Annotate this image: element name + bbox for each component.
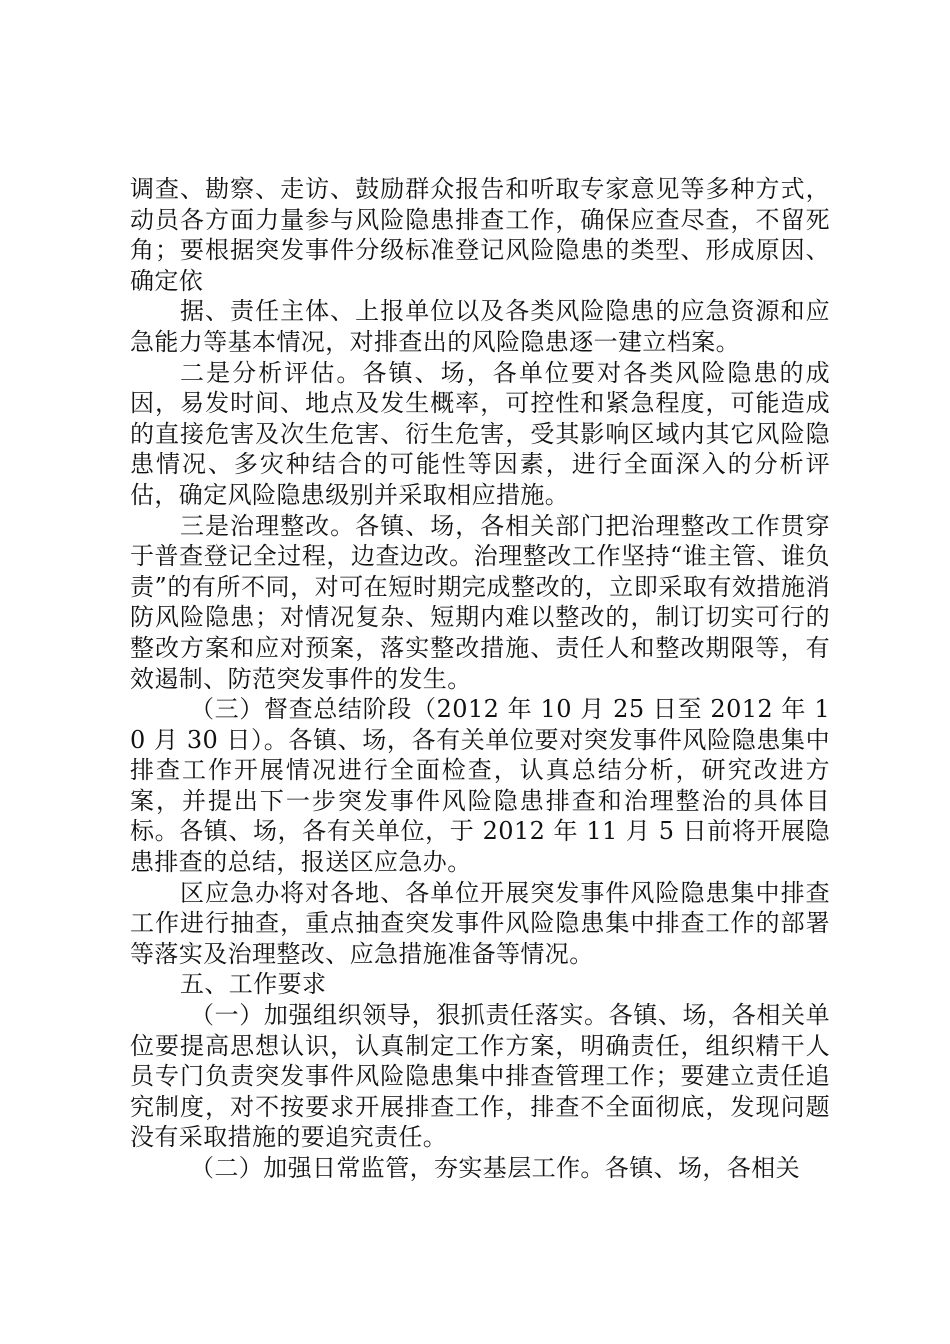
paragraph-daily-supervision: （二）加强日常监管，夯实基层工作。各镇、场，各相关 [190,1154,800,1182]
paragraph-analysis-evaluation: 二是分析评估。各镇、场，各单位要对各类风险隐患的成因，易发时间、地点及发生概率，可控性和紧急程度，可能造成的直接危害及次生危害、衍生危害，受其影响区域内其它风险隐患情况、多灾种结合的可能性等因素，进行全面深入的分析评估，确定风险隐患级别并采取相应措施。 [130,358,830,509]
document-page [130,174,830,1184]
paragraph-organization-leadership: （一）加强组织领导，狠抓责任落实。各镇、场，各相关单位要提高思想认识，认真制定工作方案，明确责任，组织精干人员专门负责突发事件风险隐患集中排查管理工作；要建立责任追究制度，对不按要求开展排查工作，排查不全面彻底，发现问题没有采取措施的要追究责任。 [130,1001,830,1152]
section-heading-work-requirements: 五、工作要求 [180,970,327,999]
paragraph-rectification: 三是治理整改。各镇、场，各相关部门把治理整改工作贯穿于普查登记全过程，边查边改。治理整改工作坚持“谁主管、谁负责”的有所不同，对可在短时期完成整改的，立即采取有效措施消防风险隐患；对情况复杂、短期内难以整改的，制订切实可行的整改方案和应对预案，落实整改措施、责任人和整改期限等，有效遏制、防范突发事件的发生。 [130,511,830,693]
paragraph-emergency-office-check: 区应急办将对各地、各单位开展突发事件风险隐患集中排查工作进行抽查，重点抽查突发事件风险隐患集中排查工作的部署等落实及治理整改、应急措施准备等情况。 [130,878,830,968]
paragraph-investigation-methods: 调查、勘察、走访、鼓励群众报告和听取专家意见等多种方式，动员各方面力量参与风险隐患排查工作，确保应查尽查，不留死角；要根据突发事件分级标准登记风险隐患的类型、形成原因、确定依 [130,175,830,295]
paragraph-basic-info-archive: 据、责任主体、上报单位以及各类风险隐患的应急资源和应急能力等基本情况，对排查出的风险隐患逐一建立档案。 [130,297,830,356]
paragraph-inspection-summary-stage: （三）督查总结阶段（2012 年 10 月 25 日至 2012 年 10 月 30 日）。各镇、场，各有关单位要对突发事件风险隐患集中排查工作开展情况进行全面检查，认真总结分析，研究改进方案，并提出下一步突发事件风险隐患排查和治理整治的具体目标。各镇、场，各有关单位，于 2012 年 11 月 5 日前将开展隐患排查的总结，报送区应急办。 [130,695,830,877]
